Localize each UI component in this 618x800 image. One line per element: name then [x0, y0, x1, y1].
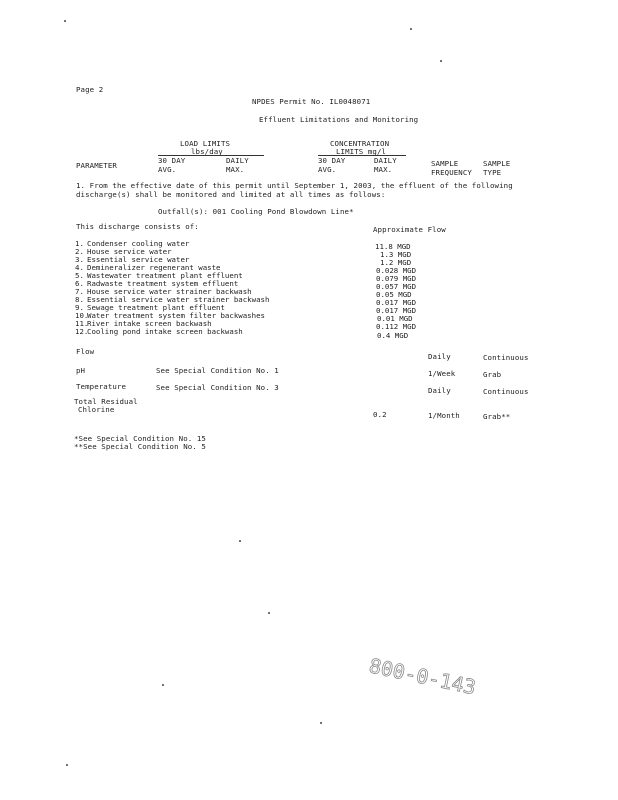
item-name: Sewage treatment plant effluent [87, 303, 225, 312]
sample-type-header: SAMPLE [483, 159, 511, 168]
param-chlorine-value: 0.2 [373, 410, 387, 419]
param-ph-condition: See Special Condition No. 1 [156, 366, 279, 375]
flow-value: 0.028 MGD [376, 266, 417, 275]
item-name: Demineralizer regenerant waste [87, 263, 221, 272]
param-temp-type: Continuous [483, 387, 529, 396]
stamp-text: 800-0-143 [366, 653, 478, 700]
outfall-line: Outfall(s): 001 Cooling Pond Blowdown Line* [158, 207, 354, 216]
item-number: 3. [75, 255, 84, 264]
approx-flow-header: Approximate Flow [373, 225, 446, 234]
scan-speck [239, 540, 241, 542]
item-number: 12. [75, 327, 89, 336]
load-30day-header: 30 DAY [158, 156, 186, 165]
permit-title: NPDES Permit No. IL0048071 [252, 97, 371, 106]
param-flow-type: Continuous [483, 353, 529, 362]
sample-type-sub: TYPE [483, 168, 502, 177]
item-number: 1. [75, 239, 84, 248]
scan-speck [440, 60, 442, 62]
flow-value: 0.079 MGD [376, 274, 417, 283]
param-flow-name: Flow [76, 347, 95, 356]
flow-value: 0.05 MGD [376, 290, 412, 299]
item-name: Wastewater treatment plant effluent [87, 271, 243, 280]
item-number: 9. [75, 303, 84, 312]
flow-value: 1.2 MGD [380, 258, 412, 267]
flow-value: 11.8 MGD [375, 242, 411, 251]
param-ph-type: Grab [483, 370, 502, 379]
scan-speck [162, 684, 164, 686]
flow-value: 0.112 MGD [376, 322, 417, 331]
item-number: 8. [75, 295, 84, 304]
conc-30day-sub: AVG. [318, 165, 337, 174]
conc-daily-sub: MAX. [374, 165, 393, 174]
item-name: Radwaste treatment system effluent [87, 279, 239, 288]
conc-30day-header: 30 DAY [318, 156, 346, 165]
scan-speck [410, 28, 412, 30]
load-daily-sub: MAX. [226, 165, 245, 174]
flow-value: 1.3 MGD [380, 250, 412, 259]
param-flow-freq: Daily [428, 352, 451, 361]
scan-speck [64, 20, 66, 22]
item-number: 10. [75, 311, 89, 320]
param-chlorine-type: Grab** [483, 412, 511, 421]
conc-units: LIMITS mg/l [336, 147, 387, 156]
item-number: 11. [75, 319, 89, 328]
parameter-header: PARAMETER [76, 161, 117, 170]
param-temp-name: Temperature [76, 382, 127, 391]
param-temp-freq: Daily [428, 386, 451, 395]
item-name: Water treatment system filter backwashes [87, 311, 265, 320]
intro-line-2: discharge(s) shall be monitored and limited at all times as follows: [76, 190, 386, 199]
item-name: Essential service water strainer backwash [87, 295, 270, 304]
load-daily-header: DAILY [226, 156, 249, 165]
flow-value: 0.017 MGD [376, 306, 417, 315]
param-ph-name: pH [76, 366, 86, 375]
load-30day-sub: AVG. [158, 165, 177, 174]
item-number: 6. [75, 279, 84, 288]
param-ph-freq: 1/Week [428, 369, 456, 378]
item-name: Condenser cooling water [87, 239, 190, 248]
scan-speck [268, 612, 270, 614]
load-limits-header: LOAD LIMITS [180, 139, 231, 148]
footnote-2: **See Special Condition No. 5 [74, 442, 206, 451]
item-name: House service water strainer backwash [87, 287, 252, 296]
flow-value: 0.057 MGD [376, 282, 417, 291]
item-number: 5. [75, 271, 84, 280]
scan-speck [66, 764, 68, 766]
item-name: Cooling pond intake screen backwash [87, 327, 243, 336]
scan-speck [320, 722, 322, 724]
item-number: 7. [75, 287, 84, 296]
sample-freq-header: SAMPLE [431, 159, 459, 168]
intro-line-1: 1. From the effective date of this permit until September 1, 2003, the effluent of the following [76, 181, 513, 190]
list-item [75, 328, 243, 335]
flow-value: 0.01 MGD [377, 314, 413, 323]
item-name: Essential service water [87, 255, 190, 264]
flow-value: 0.4 MGD [377, 331, 409, 340]
item-name: House service water [87, 247, 172, 256]
item-name: River intake screen backwash [87, 319, 212, 328]
item-number: 2. [75, 247, 84, 256]
load-units: lbs/day [191, 147, 223, 156]
consists-of-label: This discharge consists of: [76, 222, 199, 231]
param-temp-condition: See Special Condition No. 3 [156, 383, 279, 392]
sample-freq-sub: FREQUENCY [431, 168, 472, 177]
conc-daily-header: DAILY [374, 156, 397, 165]
document-number-stamp [366, 644, 506, 704]
concentration-header: CONCENTRATION [330, 139, 390, 148]
param-chlorine-name-1: Total Residual [74, 397, 138, 406]
item-number: 4. [75, 263, 84, 272]
param-chlorine-name-2: Chlorine [78, 405, 115, 414]
footnote-1: *See Special Condition No. 15 [74, 434, 206, 443]
section-title: Effluent Limitations and Monitoring [259, 115, 419, 124]
param-chlorine-freq: 1/Month [428, 411, 460, 420]
page-label: Page 2 [76, 85, 104, 94]
flow-value: 0.017 MGD [376, 298, 417, 307]
